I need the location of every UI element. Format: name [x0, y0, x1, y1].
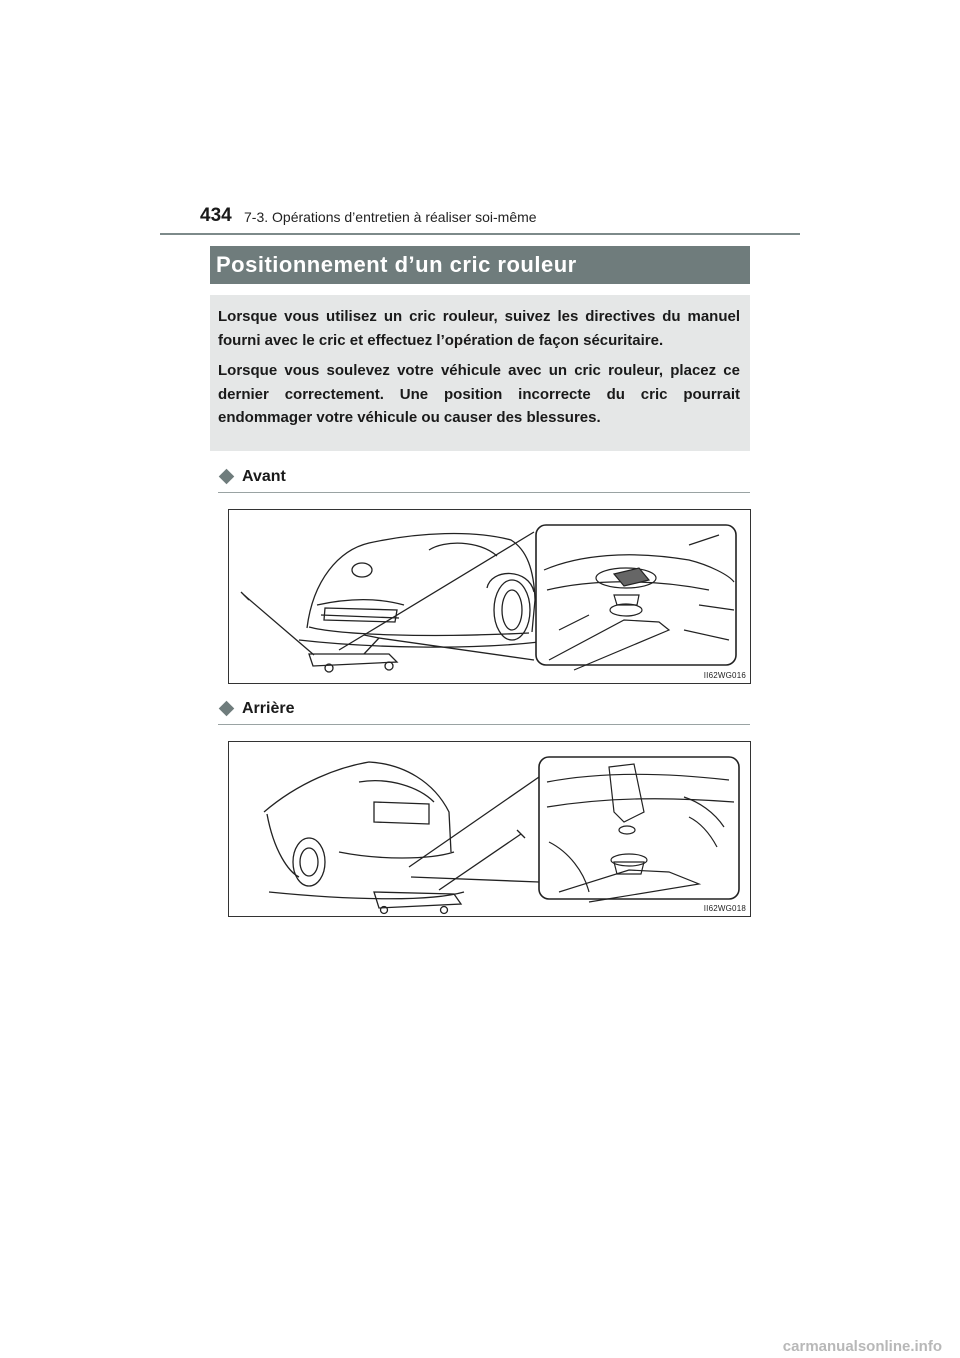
- watermark: carmanualsonline.info: [782, 1338, 942, 1355]
- intro-paragraph: Lorsque vous soulevez votre véhicule avec un cric rouleur, placez ce dernier correctement. Une position incorrecte du cric pourrait endommager votre véhicule ou causer des blessures.: [218, 362, 740, 426]
- figure-code: II62WG016: [703, 671, 746, 680]
- figure-code: II62WG018: [703, 904, 746, 913]
- section-title: 7-3. Opérations d’entretien à réaliser soi-même: [244, 209, 537, 225]
- header-rule: [160, 233, 800, 235]
- front-jack-illustration: [229, 510, 750, 683]
- intro-paragraph: Lorsque vous utilisez un cric rouleur, suivez les directives du manuel fourni avec le cric et effectuez l’opération de façon sécuritaire.: [218, 308, 740, 349]
- subheading-label: Avant: [242, 468, 286, 485]
- figure-rear-jack: [228, 741, 751, 917]
- subheading-label: Arrière: [242, 700, 295, 717]
- page-title: Positionnement d’un cric rouleur: [210, 246, 750, 284]
- diamond-icon: [219, 700, 235, 716]
- diamond-icon: [219, 468, 235, 484]
- rear-jack-illustration: [229, 742, 750, 916]
- subheading-front: [218, 468, 750, 493]
- page-number: 434: [200, 205, 232, 226]
- intro-box: [210, 295, 750, 451]
- figure-front-jack: [228, 509, 751, 684]
- subheading-rear: [218, 700, 750, 725]
